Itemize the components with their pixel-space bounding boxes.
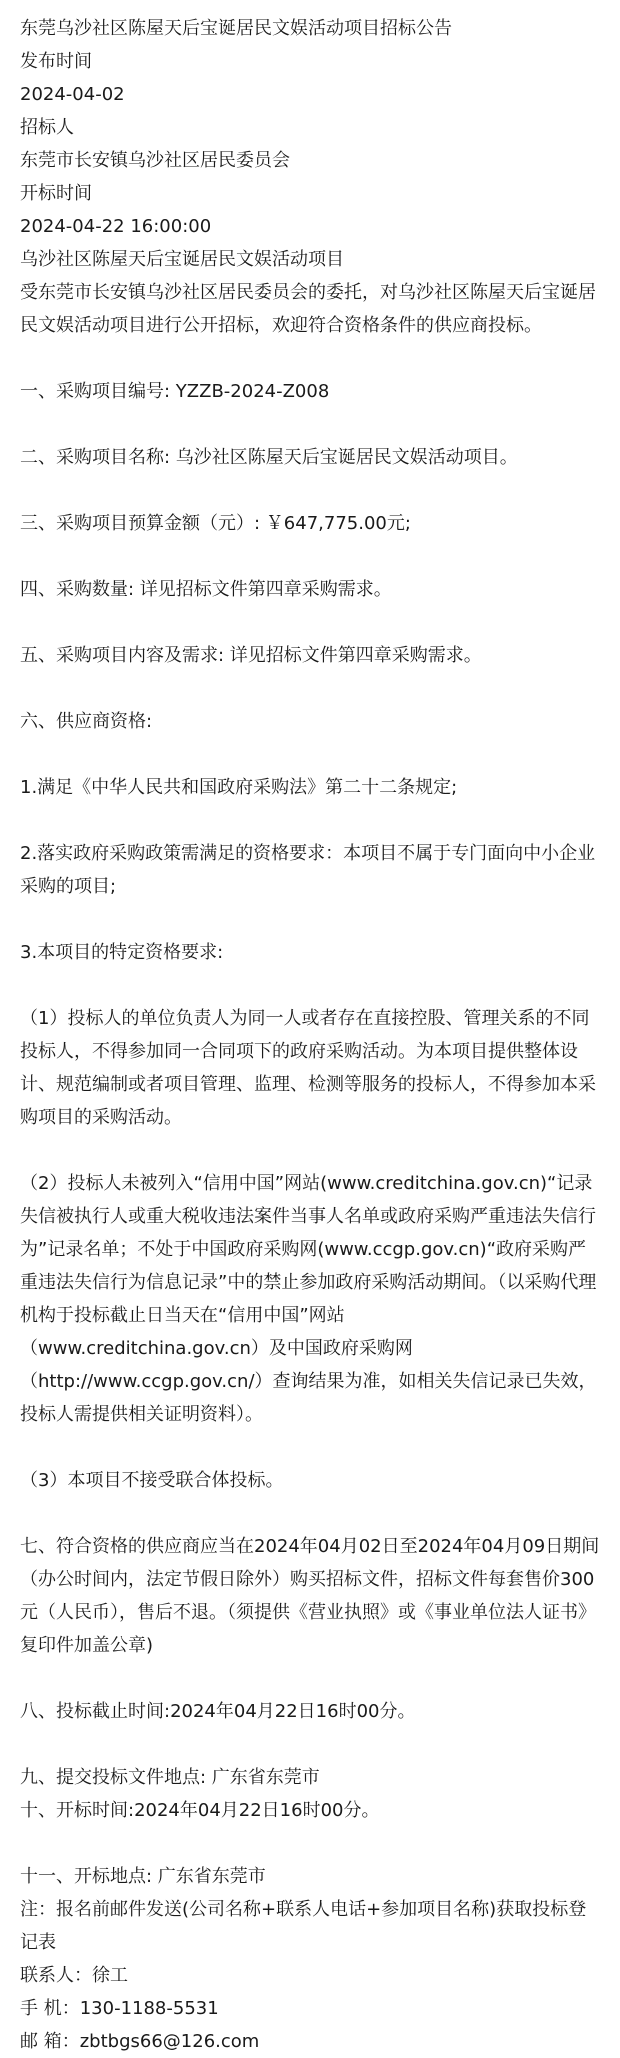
- contact-email: 邮 箱：zbtbgs66@126.com: [20, 2031, 260, 2052]
- project-name: 乌沙社区陈屋天后宝诞居民文娱活动项目: [20, 249, 344, 270]
- open-time: 2024-04-22 16:00:00: [20, 216, 212, 237]
- qualification-3-2-creditchina: （www.creditchina.gov.cn）及中国政府采购网: [20, 1338, 413, 1359]
- item-bid-deadline: 八、投标截止时间:2024年04月22日16时00分。: [20, 1701, 416, 1722]
- open-time-label: 开标时间: [20, 183, 92, 204]
- item-submission-location: 九、提交投标文件地点: 广东省东莞市: [20, 1767, 320, 1788]
- item-opening-time: 十、开标时间:2024年04月22日16时00分。: [20, 1800, 380, 1821]
- qualification-3-2-ccgp: （http://www.ccgp.gov.cn/）查询结果为准，如相关失信记录已失效，投标人需提供相关证明资料）。: [20, 1371, 597, 1425]
- publish-time-label: 发布时间: [20, 51, 92, 72]
- page-title: 东莞乌沙社区陈屋天后宝诞居民文娱活动项目招标公告: [20, 18, 452, 39]
- item-project-name: 二、采购项目名称: 乌沙社区陈屋天后宝诞居民文娱活动项目。: [20, 447, 518, 468]
- qualification-3: 3.本项目的特定资格要求:: [20, 942, 224, 963]
- qualification-2: 2.落实政府采购政策需满足的资格要求：本项目不属于专门面向中小企业采购的项目;: [20, 843, 596, 897]
- item-content: 五、采购项目内容及需求: 详见招标文件第四章采购需求。: [20, 645, 482, 666]
- tenderer-label: 招标人: [20, 117, 74, 138]
- qualification-3-1: （1）投标人的单位负责人为同一人或者存在直接控股、管理关系的不同投标人，不得参加同一合同项下的政府采购活动。为本项目提供整体设计、规范编制或者项目管理、监理、检测等服务的投标人，不得参加本采购项目的采购活动。: [20, 1008, 596, 1128]
- qualification-1: 1.满足《中华人民共和国政府采购法》第二十二条规定;: [20, 777, 458, 798]
- contact-phone: 手 机：130-1188-5531: [20, 1998, 219, 2019]
- item-purchase-documents: 七、符合资格的供应商应当在2024年04月02日至2024年04月09日期间（办公时间内，法定节假日除外）购买招标文件，招标文件每套售价300元（人民币），售后不退。（须提供《营业执照》或《事业单位法人证书》复印件加盖公章): [20, 1536, 600, 1656]
- item-opening-location: 十一、开标地点: 广东省东莞市: [20, 1866, 266, 1887]
- publish-date: 2024-04-02: [20, 84, 125, 105]
- tenderer-name: 东莞市长安镇乌沙社区居民委员会: [20, 150, 290, 171]
- qualification-3-2: （2）投标人未被列入“信用中国”网站(www.creditchina.gov.cn)“记录失信被执行人或重大税收违法案件当事人名单或政府采购严重违法失信行为”记录名单；不处于中国政府采购网(www.ccgp.gov.cn)“政府采购严重违法失信行为信息记录”中的禁止参加政府采购活动期间。（以采购代理机构于投标截止日当天在“信用中国”网站: [20, 1173, 597, 1326]
- qualification-3-3: （3）本项目不接受联合体投标。: [20, 1470, 284, 1491]
- registration-note: 注：报名前邮件发送(公司名称+联系人电话+参加项目名称)获取投标登记表: [20, 1899, 587, 1953]
- intro-paragraph: 受东莞市长安镇乌沙社区居民委员会的委托，对乌沙社区陈屋天后宝诞居民文娱活动项目进行公开招标，欢迎符合资格条件的供应商投标。: [20, 282, 596, 336]
- contact-person: 联系人：徐工: [20, 1965, 128, 1986]
- item-qualification-heading: 六、供应商资格:: [20, 711, 153, 732]
- item-project-number: 一、采购项目编号: YZZB-2024-Z008: [20, 381, 330, 402]
- item-quantity: 四、采购数量: 详见招标文件第四章采购需求。: [20, 579, 392, 600]
- item-budget: 三、采购项目预算金额（元）: ￥647,775.00元;: [20, 513, 411, 534]
